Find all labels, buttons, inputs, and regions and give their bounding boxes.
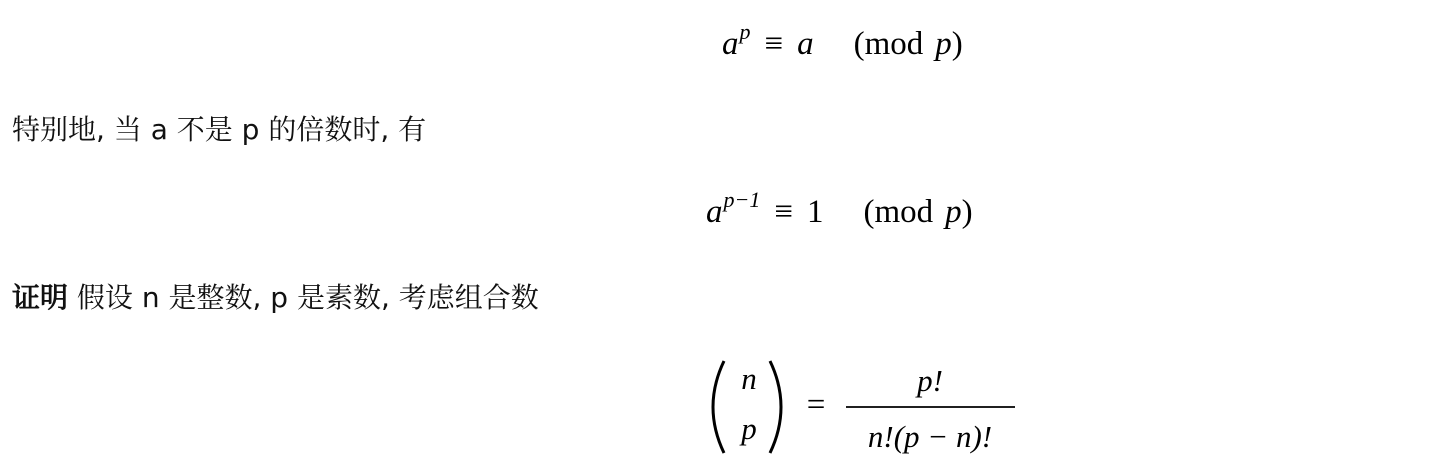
eq2-rhs: 1 xyxy=(806,194,824,230)
eq2-relation: ≡ xyxy=(774,194,793,230)
binom-bottom: p xyxy=(741,411,757,446)
eq2-base: a xyxy=(706,194,723,230)
eq1-rhs: a xyxy=(797,26,814,62)
paragraph-proof-intro xyxy=(12,281,539,314)
eq1-mod-close: ) xyxy=(951,26,963,62)
fraction-numerator: p! xyxy=(917,363,943,398)
binom-top: n xyxy=(741,361,757,396)
eq1-mod-word: mod xyxy=(864,26,924,62)
eq2-exponent: p−1 xyxy=(723,187,761,212)
eq1-mod-var: p xyxy=(935,26,952,62)
eq1-mod-open: ( xyxy=(853,26,865,62)
eq1-relation: ≡ xyxy=(764,26,784,62)
proof-text: 假设 n 是整数, p 是素数, 考虑组合数 xyxy=(68,281,539,314)
equation-fermat-little-theorem xyxy=(722,19,963,62)
equation-fermat-corollary xyxy=(706,187,973,230)
eq2-mod-close: ) xyxy=(961,194,973,230)
eq2-mod-word: mod xyxy=(874,194,934,230)
eq2-mod-open: ( xyxy=(863,194,875,230)
binom-left-paren xyxy=(713,361,724,453)
binom-right-paren xyxy=(770,361,781,453)
equation-binomial xyxy=(700,355,1040,465)
proof-label: 证明 xyxy=(12,281,69,314)
paragraph-special-case: 特别地, 当 a 不是 p 的倍数时, 有 xyxy=(12,113,427,146)
fraction-denominator: n!(p − n)! xyxy=(867,419,993,454)
eq3-relation: = xyxy=(806,387,826,423)
eq2-mod-var: p xyxy=(945,194,962,230)
eq1-exponent: p xyxy=(739,19,751,44)
eq1-base: a xyxy=(722,26,739,62)
